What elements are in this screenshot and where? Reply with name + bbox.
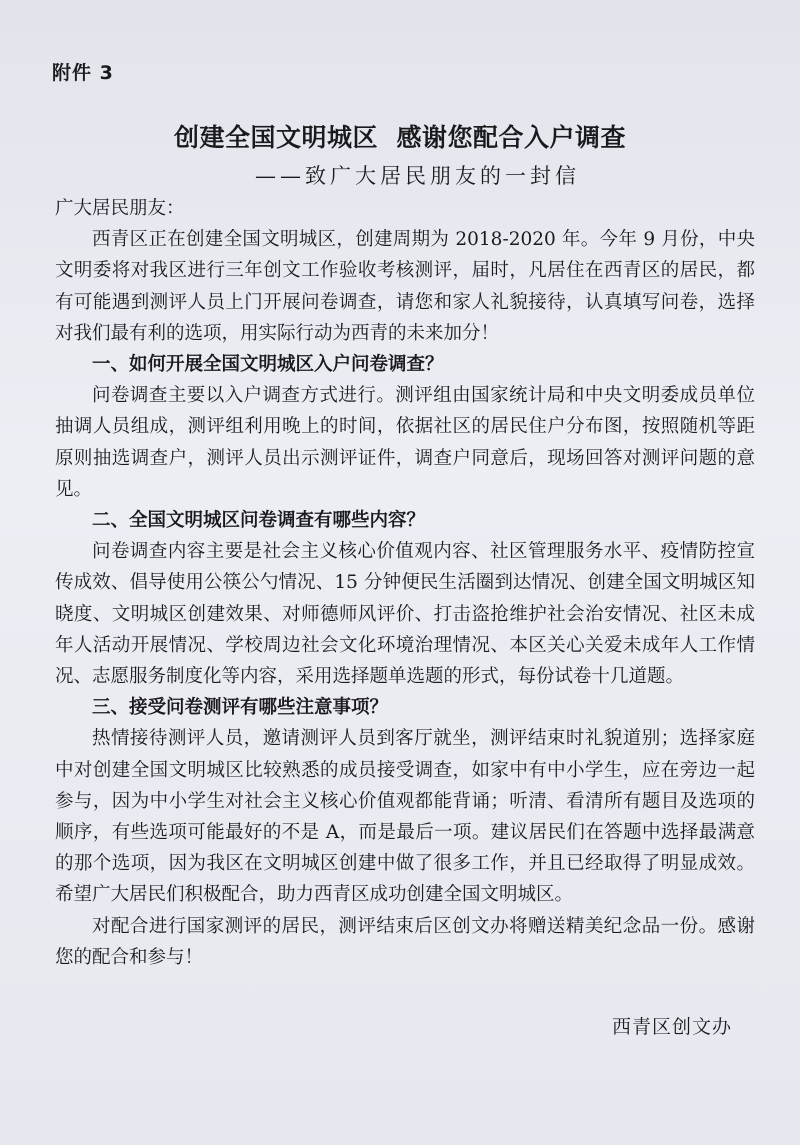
intro-paragraph: 西青区正在创建全国文明城区，创建周期为 2018-2020 年。今年 9 月份，中央文明委将对我区进行三年创文工作验收考核测评，届时，凡居住在西青区的居民，都有可能遇到测评人员上门开展问卷调查，请您和家人礼貌接待，认真填写问卷，选择对我们最有利的选项，用实际行动为西青的未来加分！ [55, 229, 755, 344]
closing-paragraph: 对配合进行国家测评的居民，测评结束后区创文办将赠送精美纪念品一份。感谢您的配合和参与！ [55, 915, 755, 968]
section-heading-2: 二、全国文明城区问卷调查有哪些内容？ [92, 510, 426, 532]
section-heading-3: 三、接受问卷测评有哪些注意事项？ [92, 697, 389, 719]
section-paragraph-1: 问卷调查主要以入户调查方式进行。测评组由国家统计局和中央文明委成员单位抽调人员组成，测评组利用晚上的时间，依据社区的居民住户分布图，按照随机等距原则抽选调查户，测评人员出示测评证件，调查户同意后，现场回答对测评问题的意见。 [55, 385, 755, 500]
section-paragraph-2: 问卷调查内容主要是社会主义核心价值观内容、社区管理服务水平、疫情防控宣传成效、倡导使用公筷公勺情况、15 分钟便民生活圈到达情况、创建全国文明城区知晓度、文明城区创建效果、对师德师风评价、打击盗抢维护社会治安情况、社区未成年人活动开展情况、学校周边社会文化环境治理情况、本区关心关爱未成年人工作情况、志愿服务制度化等内容，采用选择题单选题的形式，每份试卷十几道题。 [55, 541, 755, 688]
attachment-label: 附件 3 [52, 62, 114, 84]
letter-subtitle: ——致广大居民朋友的一封信 [255, 164, 580, 188]
salutation: 广大居民朋友： [55, 198, 185, 219]
signature: 西青区创文办 [611, 1016, 732, 1038]
letter-body [55, 193, 755, 973]
section-heading-1: 一、如何开展全国文明城区入户问卷调查？ [92, 354, 444, 376]
letter-title: 创建全国文明城区 感谢您配合入户调查 [174, 123, 626, 152]
section-paragraph-3: 热情接待测评人员，邀请测评人员到客厅就坐，测评结束时礼貌道别；选择家庭中对创建全国文明城区比较熟悉的成员接受调查，如家中有中小学生，应在旁边一起参与，因为中小学生对社会主义核心价值观都能背诵；听清、看清所有题目及选项的顺序，有些选项可能最好的不是 A，而是最后一项。建议居民们在答题中选择最满意的那个选项，因为我区在文明城区创建中做了很多工作，并且已经取得了明显成效。希望广大居民们积极配合，助力西青区成功创建全国文明城区。 [55, 728, 755, 906]
